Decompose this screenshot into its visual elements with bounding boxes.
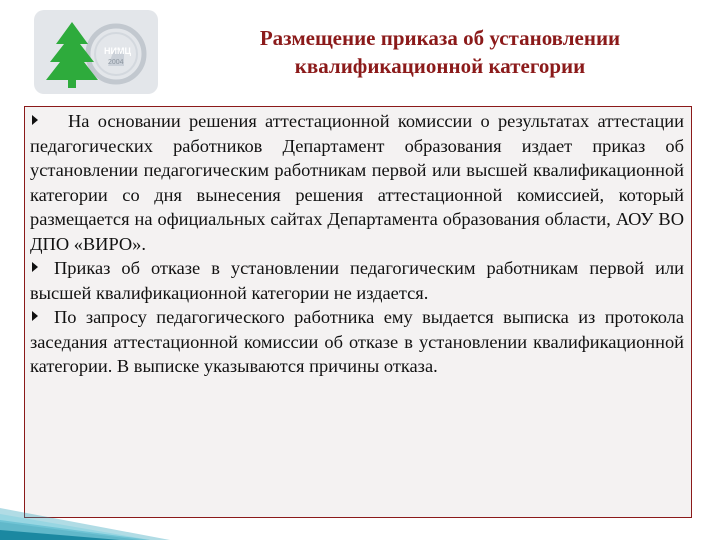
bullet-list: [30, 109, 684, 379]
bullet-item: [30, 256, 684, 305]
triangle-bullet-icon: [32, 262, 38, 272]
logo-text-1: НИМЦ: [104, 46, 132, 56]
triangle-bullet-icon: [32, 115, 38, 125]
logo: [34, 10, 158, 94]
corner-decoration: [0, 450, 170, 540]
bullet-item: [30, 305, 684, 379]
bullet-item: [30, 109, 684, 256]
title-line-1: Размещение приказа об установлении: [259, 26, 621, 50]
page-title: [180, 24, 700, 80]
title-line-2: квалификационной категории: [294, 54, 586, 78]
bullet-text: По запросу педагогического работника ему выдается выписка из протокола заседания аттестационной комиссии об отказе в установлении квалификационной категории. В выписке указываются причины отказа.: [30, 307, 684, 376]
bullet-text: На основании решения аттестационной комиссии о результатах аттестации педагогических работников Департамент образования издает приказ об установлении педагогическим работникам первой или высшей квалификационной категории со дня вынесения решения аттестационной комиссией, который размещается на официальных сайтах Департамента образования области, АОУ ВО ДПО «ВИРО».: [30, 111, 684, 254]
logo-text-2: 2004: [108, 59, 124, 66]
tree-icon: [34, 10, 158, 94]
triangle-bullet-icon: [32, 311, 38, 321]
bullet-text: Приказ об отказе в установлении педагогическим работникам первой или высшей квалификационной категории не издается.: [30, 258, 684, 303]
